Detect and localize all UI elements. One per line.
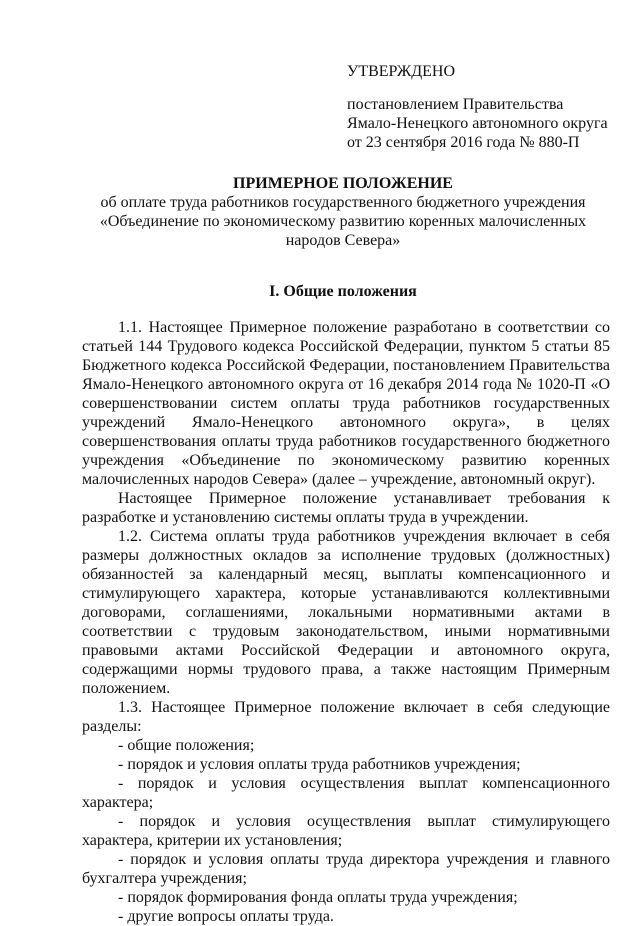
document-heading [82,174,604,250]
document-subtitle-line: «Объединение по экономическому развитию коренных малочисленных [99,213,587,230]
list-item: - порядок и условия осуществления выплат стимулирующего характера, критерии их установления; [82,813,610,849]
approval-line: Ямало-Ненецкого автономного округа [347,115,608,132]
document-title: ПРИМЕРНОЕ ПОЛОЖЕНИЕ [233,175,453,192]
approval-title: УТВЕРЖДЕНО [347,63,456,80]
list-item: - порядок и условия осуществления выплат компенсационного характера; [82,775,610,811]
section-title: I. Общие положения [269,283,417,300]
list-item: - порядок и условия оплаты труда работников учреждения; [118,756,521,773]
document-subtitle-line: об оплате труда работников государственного бюджетного учреждения [100,194,586,211]
list-item: - порядок и условия оплаты труда директора учреждения и главного бухгалтера учреждения; [82,851,610,887]
list-item: - другие вопросы оплаты труда. [118,908,334,925]
approval-line: от 23 сентября 2016 года № 880-П [347,134,580,151]
approval-line: постановлением Правительства [347,96,564,113]
paragraph: 1.3. Настоящее Примерное положение включает в себя следующие разделы: [82,699,610,735]
list-item: - порядок формирования фонда оплаты труда учреждения; [118,889,518,906]
approval-block [347,62,608,152]
document-subtitle-line: народов Севера» [285,232,401,249]
paragraph: 1.1. Настоящее Примерное положение разработано в соответствии со статьей 144 Трудового кодекса Российской Федерации, пунктом 5 статьи 85 Бюджетного кодекса Российской Федерации, постановлением Правительства Ямало-Ненецкого автономного округа от 16 декабря 2014 года № 1020-П «О совершенствовании систем оплаты труда работников государственных учреждений Ямало-Ненецкого автономного округа», в целях совершенствования оплаты труда работников государственного бюджетного учреждения «Объединение по экономическому развитию коренных малочисленных народов Севера» (далее – учреждение, автономный округ). [82,319,610,488]
document-body [82,318,610,926]
paragraph: Настоящее Примерное положение устанавливает требования к разработке и установлению системы оплаты труда в учреждении. [82,490,610,526]
paragraph: 1.2. Система оплаты труда работников учреждения включает в себя размеры должностных окладов за исполнение трудовых (должностных) обязанностей за календарный месяц, выплаты компенсационного и стимулирующего характера, которые устанавливаются коллективными договорами, соглашениями, локальными нормативными актами в соответствии с трудовым законодательством, иными нормативными правовыми актами Российской Федерации и автономного округа, содержащими нормы трудового права, а также настоящим Примерным положением. [82,528,610,697]
list-item: - общие положения; [118,737,255,754]
